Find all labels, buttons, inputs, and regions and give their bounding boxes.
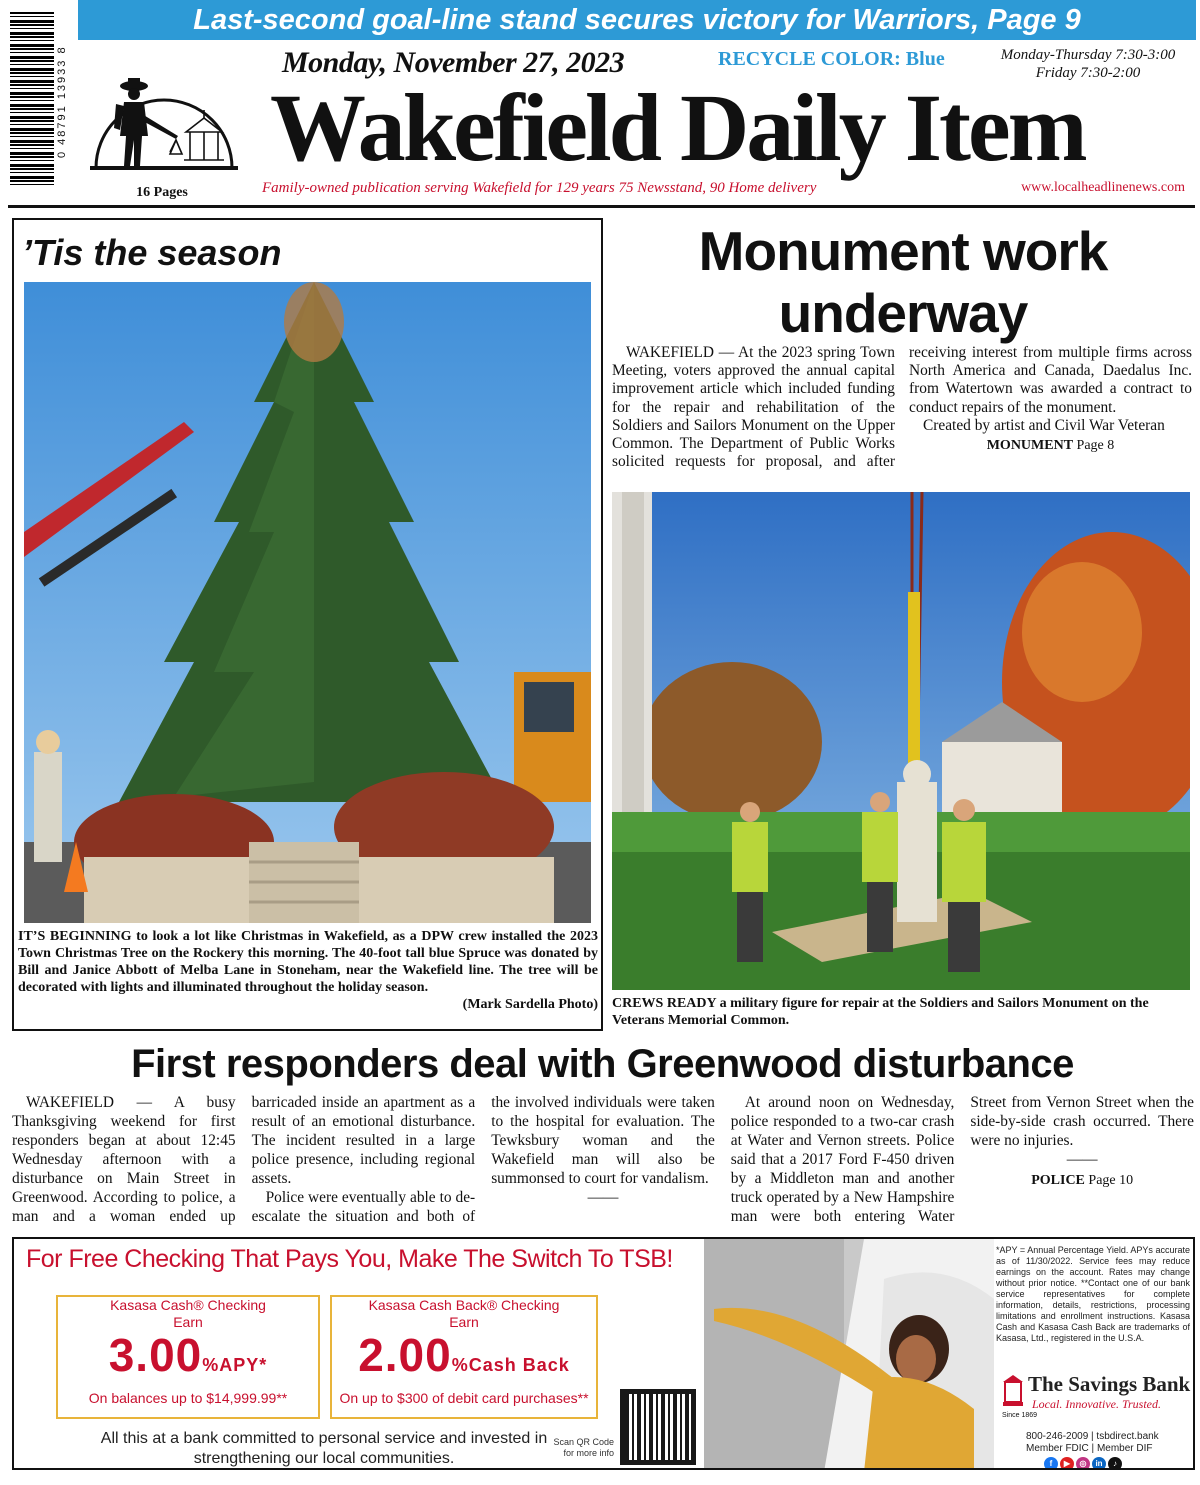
issue-date: Monday, November 27, 2023	[282, 46, 625, 79]
page-count: 16 Pages	[136, 185, 188, 200]
kasasa-cash-back-offer	[330, 1295, 598, 1419]
bank-since: Since 1869	[1002, 1412, 1038, 1419]
first-responders-story	[12, 1093, 1194, 1233]
ad-woman-photo	[704, 1239, 994, 1470]
minuteman-logo	[86, 50, 242, 188]
tsb-advertisement[interactable]	[12, 1237, 1195, 1470]
bank-membership: Member FDIC | Member DIF	[1026, 1443, 1153, 1454]
qr-label: Scan QR Code for more info	[553, 1437, 614, 1458]
offer-title: Kasasa Cash® Checking	[106, 1298, 270, 1313]
instagram-icon[interactable]: ◎	[1076, 1457, 1090, 1470]
bank-tagline: Local. Innovative. Trusted.	[1032, 1397, 1161, 1411]
christmas-tree-photo[interactable]	[24, 282, 591, 923]
newspaper-title: Wakefield Daily Item	[270, 74, 1085, 181]
offer-earn: Earn	[173, 1314, 203, 1330]
first-paragraph: WAKEFIELD — A busy Thanksgiving weekend for first responders began at about 12:45 Wednesday afternoon with a disturbance on Main Street in Greenwood. According to police, a man and a woman ended up barricaded inside an apartment as a result of an emotional disturbance. The incident resulted in a large police presence, including regional assets.	[12, 1094, 476, 1225]
ad-subtext: All this at a bank committed to personal service and invested in strengthening our local communities.	[100, 1430, 548, 1467]
tree-photo-caption	[18, 928, 598, 1013]
offer-rate-suffix: Cash Back	[468, 1355, 570, 1375]
bank-contact	[1026, 1431, 1159, 1455]
bank-phone-site: 800-246-2009 | tsbdirect.bank	[1026, 1431, 1159, 1442]
qr-code[interactable]	[620, 1389, 696, 1465]
monument-repair-photo[interactable]	[612, 492, 1190, 990]
hours-weekday: Monday-Thursday 7:30-3:00	[1000, 47, 1176, 63]
ad-headline: For Free Checking That Pays You, Make The Switch To TSB!	[26, 1245, 673, 1273]
offer-rate-value: 2.00	[358, 1329, 452, 1381]
hours-friday: Friday 7:30-2:00	[1035, 65, 1141, 81]
barcode-number: 0 48791 13933 8	[56, 45, 68, 159]
tis-season-title: ’Tis the season	[22, 232, 282, 273]
tagline: Family-owned publication serving Wakefield for 129 years 75 Newsstand, 90 Home delivery	[262, 180, 817, 196]
first-paragraph: At around noon on Wednesday, police responded to a two-car crash at Water and Vernon streets. Police said that a 2017 Ford F-450 driven by a Middleton man and another truck operated by a New Hampshire man were both entering Water Street from Vernon Street when the side-by-side crash occurred. There were no injuries.	[730, 1094, 1194, 1225]
barcode	[10, 12, 54, 187]
monument-paragraph: WAKEFIELD — At the 2023 spring Town Meeting, voters approved the annual capital improvement article which included funding for the repair and rehabilitation of the Soldiers and Sailors Monument on the Upper Common. The Department of Public Works solicited requests for proposal, and after receiving interest from multiple firms across North America and Canada, Daedalus Inc. from Watertown was awarded a contract to conduct repairs of the monument.	[612, 344, 1192, 471]
monument-photo-caption: CREWS READY a military figure for repair at the Soldiers and Sailors Monument on the Veterans Memorial Common.	[612, 996, 1149, 1028]
offer-rate	[332, 1330, 596, 1390]
police-jump[interactable]	[970, 1171, 1194, 1190]
bank-name: The Savings Bank	[1028, 1372, 1191, 1396]
linkedin-icon[interactable]: in	[1092, 1457, 1106, 1470]
offer-rate-value: 3.00	[108, 1329, 203, 1381]
savings-bank-logo	[998, 1372, 1194, 1419]
lantern-icon	[1000, 1374, 1026, 1408]
monument-paragraph: Created by artist and Civil War Veteran	[923, 416, 1165, 434]
ad-fine-print: *APY = Annual Percentage Yield. APYs accurate as of 11/30/2022. Service fees may reduce earnings on the account. Rates may change without prior notice. **Contact one of our bank service representatives for complete information, details, restrictions, processing limitations and enrollment instructions. Kasasa Cash and Kasasa Cash Back are trademarks of Kasasa, Ltd., registered in the U.S.A.	[996, 1245, 1190, 1343]
tree-caption-text: IT’S BEGINNING to look a lot like Christmas in Wakefield, as a DPW crew installed the 2023 Town Christmas Tree on the Rockery this morning. The 40-foot tall blue Spruce was donated by Bill and Janice Abbott of Melba Lane in Stoneham, near the Wakefield line. The tree will be decorated with lights and illuminated throughout the holiday season.	[18, 929, 598, 995]
youtube-icon[interactable]: ▶	[1060, 1457, 1074, 1470]
kasasa-cash-offer	[56, 1295, 320, 1419]
facebook-icon[interactable]: f	[1044, 1457, 1058, 1470]
offer-rate-suffix: APY*	[219, 1355, 268, 1375]
offer-earn: Earn	[449, 1314, 479, 1330]
offer-title: Kasasa Cash Back® Checking	[365, 1298, 564, 1313]
tree-photo-credit: (Mark Sardella Photo)	[462, 997, 598, 1012]
masthead-rule	[8, 205, 1195, 208]
police-jump-page: Page 10	[1088, 1173, 1134, 1188]
recycle-color: RECYCLE COLOR: Blue	[718, 48, 945, 70]
monument-jump-label: MONUMENT	[986, 438, 1074, 454]
section-dash: ——	[587, 1189, 619, 1206]
offer-rate	[58, 1330, 318, 1390]
banner-headline: Last-second goal-line stand secures victory for Warriors, Page 9	[193, 3, 1081, 36]
section-dash: ——	[1066, 1151, 1098, 1168]
top-banner[interactable]	[78, 0, 1196, 40]
offer-note: On balances up to $14,999.99**	[88, 1390, 288, 1406]
first-paragraph: Police were eventually able to de-escalate the situation and both of the involved individuals were taken to the hospital for evaluation. The Tewksbury woman and the Wakefield man will also be summonsed to court for vandalism.	[251, 1094, 715, 1225]
monument-headline[interactable]: Monument work underway	[698, 220, 1108, 344]
monument-jump[interactable]	[909, 437, 1192, 455]
tiktok-icon[interactable]: ♪	[1108, 1457, 1122, 1470]
social-icons	[1044, 1457, 1122, 1470]
first-responders-headline[interactable]: First responders deal with Greenwood disturbance	[131, 1042, 1074, 1086]
website-link[interactable]: www.localheadlinenews.com	[1021, 180, 1185, 195]
offer-note: On up to $300 of debit card purchases**	[339, 1390, 589, 1406]
offer-rate-unit: %	[202, 1355, 220, 1375]
monument-jump-page: Page 8	[1076, 438, 1115, 454]
offer-rate-unit: %	[451, 1355, 469, 1375]
police-jump-label: POLICE	[1031, 1173, 1085, 1188]
monument-story	[612, 344, 1192, 471]
